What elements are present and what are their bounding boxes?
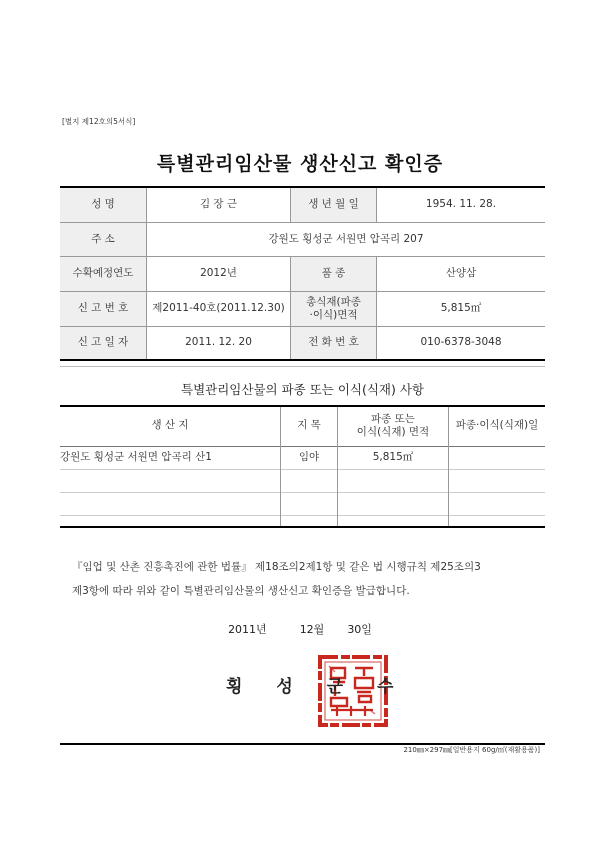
statement-line-2: 제3항에 따라 위와 같이 특별관리임산물의 생산신고 확인증을 발급합니다. xyxy=(72,585,410,597)
variety-value: 산양삼 xyxy=(445,267,477,280)
column-divider xyxy=(376,188,377,222)
header-location: 생 산 지 xyxy=(151,419,189,432)
harvest-year-label: 수확예정연도 xyxy=(60,257,146,291)
birth-value: 1954. 11. 28. xyxy=(425,198,497,211)
section-separator xyxy=(60,366,545,367)
issue-month: 12월 xyxy=(299,623,325,636)
row-date xyxy=(449,447,545,469)
planting-area-label-line2: ·이식)면적 xyxy=(309,309,358,321)
column-divider xyxy=(290,257,291,359)
paper-spec: 210㎜×297㎜[일반용지 60g/㎡(재활용품)] xyxy=(403,746,540,754)
harvest-year-value: 2012년 xyxy=(200,267,237,280)
row-location xyxy=(60,493,280,515)
row-area: 5,815㎡ xyxy=(372,451,414,464)
report-date-label: 신 고 일 자 xyxy=(60,327,146,359)
row-area xyxy=(338,470,448,492)
issuer-title: 횡 성 군 수 xyxy=(226,677,408,697)
info-bottom-rule xyxy=(60,359,545,361)
column-divider xyxy=(337,407,338,526)
name-value: 김 장 근 xyxy=(199,198,238,211)
phone-value: 010-6378-3048 xyxy=(420,336,502,349)
document-title: 특별관리임산물 생산신고 확인증 xyxy=(156,153,444,175)
row-date xyxy=(449,493,545,515)
planting-area-label-line1: 총식재(파종 xyxy=(306,295,361,308)
column-divider xyxy=(290,188,291,222)
column-divider xyxy=(146,188,147,359)
issue-year: 2011년 xyxy=(228,623,267,636)
row-area xyxy=(338,493,448,515)
header-planting-area-line2: 이식(식재) 면적 xyxy=(356,426,430,438)
address-value: 강원도 횡성군 서원면 압곡리 207 xyxy=(268,232,424,245)
issuance-statement xyxy=(72,555,542,603)
column-divider xyxy=(448,407,449,526)
header-planting-date: 파종·이식(식재)일 xyxy=(455,419,539,432)
address-label: 주 소 xyxy=(60,223,146,256)
report-date-value: 2011. 12. 20 xyxy=(185,336,252,349)
issue-day: 30일 xyxy=(347,623,372,636)
planting-area-value: 5,815㎡ xyxy=(440,302,482,315)
variety-label: 품 종 xyxy=(291,257,376,291)
table-row xyxy=(60,493,545,515)
column-divider xyxy=(280,407,281,526)
report-number-value: 제2011-40호(2011.12.30) xyxy=(152,302,285,315)
header-planting-area xyxy=(338,407,448,445)
row-location xyxy=(60,470,280,492)
column-divider xyxy=(376,257,377,359)
row-location: 강원도 횡성군 서원면 압곡리 산1 xyxy=(60,451,212,464)
header-planting-area-line1: 파종 또는 xyxy=(371,412,415,425)
table-row xyxy=(60,447,545,469)
report-number-label: 신 고 번 호 xyxy=(60,292,146,326)
table-row xyxy=(60,470,545,492)
birth-label: 생 년 월 일 xyxy=(291,188,376,222)
row-land-category xyxy=(281,470,337,492)
row-date xyxy=(449,470,545,492)
header-land-category: 지 목 xyxy=(297,419,321,432)
row-land-category xyxy=(281,493,337,515)
form-number: [별지 제12호의5서식] xyxy=(62,117,136,126)
row-land-category: 임야 xyxy=(298,451,320,464)
name-label: 성 명 xyxy=(60,188,146,222)
planting-area-label xyxy=(291,292,376,326)
planting-section-title: 특별관리임산물의 파종 또는 이식(식재) 사항 xyxy=(181,382,424,397)
row-divider xyxy=(60,515,545,516)
statement-line-1: 『임업 및 산촌 진흥촉진에 관한 법률』 제18조의2제1항 및 같은 법 시행규칙 제25조의3 xyxy=(72,561,481,573)
planting-table-bottom-rule xyxy=(60,526,545,528)
issue-date xyxy=(0,621,600,637)
phone-label: 전 화 번 호 xyxy=(291,327,376,359)
